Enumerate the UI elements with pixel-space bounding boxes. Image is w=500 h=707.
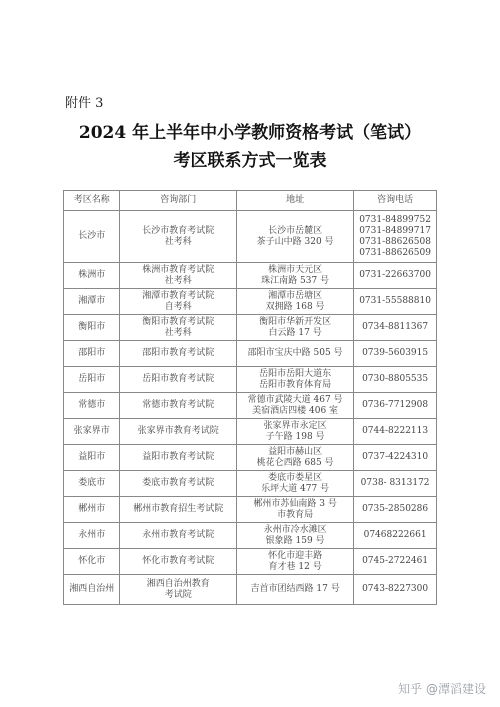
table-row	[64, 497, 437, 523]
table-row	[64, 263, 437, 289]
cell-address: 怀化市迎丰路 育才巷 12 号	[237, 549, 354, 575]
table-row	[64, 341, 437, 367]
cell-phone: 0739-5603915	[354, 341, 437, 367]
cell-phone: 0738- 8313172	[354, 471, 437, 497]
cell-area: 岳阳市	[64, 367, 120, 393]
cell-department: 岳阳市教育考试院	[120, 367, 237, 393]
column-header-area: 考区名称	[64, 191, 120, 211]
cell-department: 常德市教育考试院	[120, 393, 237, 419]
page-title: 2024 年上半年中小学教师资格考试（笔试）	[78, 123, 422, 143]
cell-address: 常德市武陵大道 467 号 美宿酒店四楼 406 室	[237, 393, 354, 419]
cell-address: 岳阳市岳阳大道东 岳阳市教育体育局	[237, 367, 354, 393]
cell-phone: 0730-8805535	[354, 367, 437, 393]
table-row	[64, 419, 437, 445]
cell-area: 永州市	[64, 523, 120, 549]
cell-address: 湘潭市岳塘区 双拥路 168 号	[237, 289, 354, 315]
cell-area: 娄底市	[64, 471, 120, 497]
cell-address: 长沙市岳麓区 茶子山中路 320 号	[237, 211, 354, 263]
cell-area: 长沙市	[64, 211, 120, 263]
cell-address: 邵阳市宝庆中路 505 号	[237, 341, 354, 367]
cell-phone: 0735-2850286	[354, 497, 437, 523]
annex-label: 附件 3	[65, 96, 104, 111]
cell-department: 株洲市教育考试院 社考科	[120, 263, 237, 289]
table-row	[64, 393, 437, 419]
column-header-phone: 咨询电话	[354, 191, 437, 211]
table-row	[64, 445, 437, 471]
page-subtitle: 考区联系方式一览表	[173, 151, 327, 171]
cell-area: 湘潭市	[64, 289, 120, 315]
cell-area: 湘西自治州	[64, 575, 120, 605]
cell-area: 益阳市	[64, 445, 120, 471]
cell-department: 娄底市教育考试院	[120, 471, 237, 497]
cell-address: 吉首市团结西路 17 号	[237, 575, 354, 605]
cell-address: 娄底市娄星区 乐坪大道 477 号	[237, 471, 354, 497]
cell-address: 郴州市苏仙南路 3 号 市教育局	[237, 497, 354, 523]
cell-area: 衡阳市	[64, 315, 120, 341]
cell-department: 长沙市教育考试院 社考科	[120, 211, 237, 263]
table-row	[64, 471, 437, 497]
cell-area: 郴州市	[64, 497, 120, 523]
cell-address: 株洲市天元区 珠江南路 537 号	[237, 263, 354, 289]
cell-phone: 0731-55588810	[354, 289, 437, 315]
cell-phone: 0731-22663700	[354, 263, 437, 289]
cell-address: 衡阳市华新开发区 白云路 17 号	[237, 315, 354, 341]
cell-phone: 0731-84899752 0731-84899717 0731-88626508 0731-88626509	[354, 211, 437, 263]
cell-address: 益阳市赫山区 桃花仑西路 685 号	[237, 445, 354, 471]
table-row	[64, 549, 437, 575]
table-body	[64, 211, 437, 605]
table-row	[64, 289, 437, 315]
table-row	[64, 575, 437, 605]
cell-area: 常德市	[64, 393, 120, 419]
cell-department: 邵阳市教育考试院	[120, 341, 237, 367]
cell-department: 永州市教育考试院	[120, 523, 237, 549]
cell-phone: 0744-8222113	[354, 419, 437, 445]
contact-table	[63, 190, 437, 605]
table-row	[64, 523, 437, 549]
table-row	[64, 211, 437, 263]
cell-address: 张家界市永定区 子午路 198 号	[237, 419, 354, 445]
cell-phone: 0736-7712908	[354, 393, 437, 419]
cell-area: 邵阳市	[64, 341, 120, 367]
cell-department: 湘潭市教育考试院 自考科	[120, 289, 237, 315]
cell-phone: 0737-4224310	[354, 445, 437, 471]
cell-address: 永州市冷水滩区 银象路 159 号	[237, 523, 354, 549]
cell-department: 衡阳市教育考试院 社考科	[120, 315, 237, 341]
cell-area: 株洲市	[64, 263, 120, 289]
cell-phone: 0743-8227300	[354, 575, 437, 605]
cell-area: 张家界市	[64, 419, 120, 445]
column-header-department: 咨询部门	[120, 191, 237, 211]
table-header-row	[64, 191, 437, 211]
cell-phone: 0734-8811367	[354, 315, 437, 341]
table-row	[64, 315, 437, 341]
cell-area: 怀化市	[64, 549, 120, 575]
watermark: 知乎 @潭滔建设	[398, 682, 486, 696]
cell-department: 益阳市教育考试院	[120, 445, 237, 471]
cell-department: 湘西自治州教育 考试院	[120, 575, 237, 605]
cell-phone: 07468222661	[354, 523, 437, 549]
cell-phone: 0745-2722461	[354, 549, 437, 575]
column-header-address: 地址	[237, 191, 354, 211]
cell-department: 怀化市教育考试院	[120, 549, 237, 575]
table-row	[64, 367, 437, 393]
cell-department: 郴州市教育招生考试院	[120, 497, 237, 523]
cell-department: 张家界市教育考试院	[120, 419, 237, 445]
